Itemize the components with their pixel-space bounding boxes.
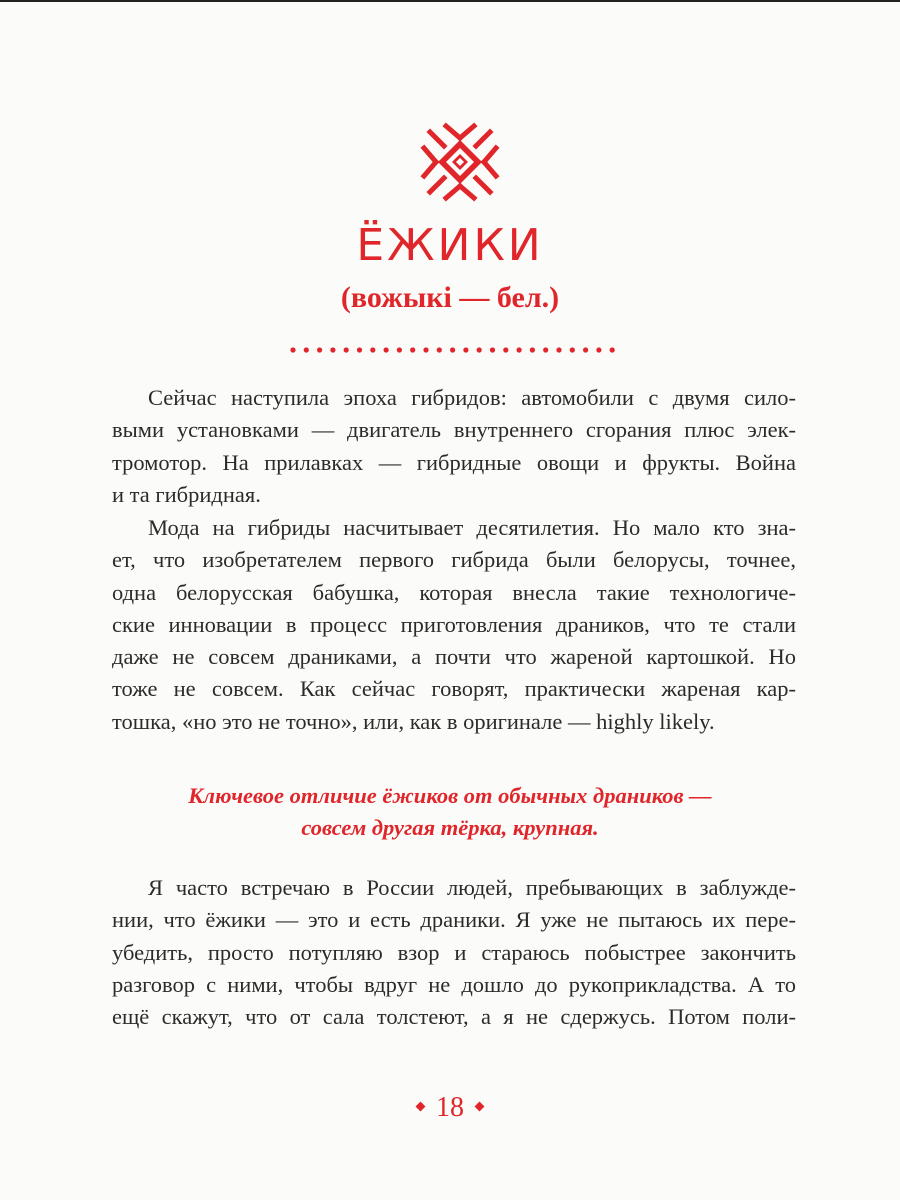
separator-dot [556, 347, 561, 352]
page-number: 18 [436, 1092, 464, 1123]
separator-dot [423, 347, 428, 352]
separator-dot [330, 347, 335, 352]
text-line: тоже не совсем. Как сейчас говорят, практически жареная кар- [112, 676, 796, 702]
separator-dot [517, 347, 522, 352]
separator-dot [596, 347, 601, 352]
paragraph-3 [112, 872, 796, 1033]
separator-dot [384, 347, 389, 352]
text-line: и та гибридная. [112, 481, 261, 507]
separator-dot [503, 347, 508, 352]
separator-dot [490, 347, 495, 352]
separator-dot [290, 347, 295, 352]
text-line: убедить, просто потупляю взор и стараюсь побыстрее закончить [112, 939, 796, 965]
text-line: даже не совсем драниками, а почти что жареной картошкой. Но [112, 644, 796, 670]
separator-dot [370, 347, 375, 352]
separator-dot [397, 347, 402, 352]
text-line: тромотор. На прилавках — гибридные овощи и фрукты. Война [112, 449, 796, 475]
pull-quote [0, 780, 900, 844]
text-line: ские инновации в процесс приготовления драников, что те стали [112, 611, 796, 637]
separator-dot [357, 347, 362, 352]
paragraph-2 [112, 512, 796, 738]
text-line: тошка, «но это не точно», или, как в оригинале — highly likely. [112, 708, 715, 734]
separator-dot [317, 347, 322, 352]
text-line: разговор с ними, чтобы вдруг не дошло до рукоприкладства. А то [112, 971, 796, 997]
belarusian-ornament-icon [420, 122, 500, 202]
text-line: Мода на гибриды насчитывает десятилетия. Но мало кто зна- [148, 515, 796, 540]
separator-dot [463, 347, 468, 352]
text-line: нии, что ёжики — это и есть драники. Я уже не пытаюсь их пере- [112, 907, 796, 933]
separator-dot [477, 347, 482, 352]
chapter-subtitle: (вожыкі — бел.) [340, 281, 560, 314]
dotted-separator [288, 345, 618, 355]
pull-quote-line: совсем другая тёрка, крупная. [301, 815, 599, 840]
page-footer [0, 1090, 900, 1126]
separator-dot [543, 347, 548, 352]
chapter-title: ЁЖИКИ [356, 220, 544, 271]
text-line: ет, что изобретателем первого гибрида были белорусы, точнее, [112, 547, 796, 573]
separator-dot [450, 347, 455, 352]
paragraph-1 [112, 382, 796, 511]
text-line: Сейчас наступила эпоха гибридов: автомобили с двумя сило- [148, 385, 796, 410]
text-line: Я часто встречаю в России людей, пребывающих в заблужде- [148, 875, 796, 900]
separator-dot [610, 347, 615, 352]
separator-dot [570, 347, 575, 352]
separator-dot [437, 347, 442, 352]
text-line: ещё скажут, что от сала толстеют, а я не сдержусь. Потом поли- [112, 1004, 796, 1030]
separator-dot [530, 347, 535, 352]
separator-dot [583, 347, 588, 352]
separator-dot [304, 347, 309, 352]
separator-dot [410, 347, 415, 352]
text-line: выми установками — двигатель внутреннего сгорания плюс элек- [112, 417, 796, 443]
diamond-icon [416, 1102, 426, 1112]
separator-dot [344, 347, 349, 352]
text-line: одна белорусская бабушка, которая внесла такие технологиче- [112, 579, 796, 605]
pull-quote-line: Ключевое отличие ёжиков от обычных драников — [188, 783, 712, 808]
diamond-icon [475, 1102, 485, 1112]
